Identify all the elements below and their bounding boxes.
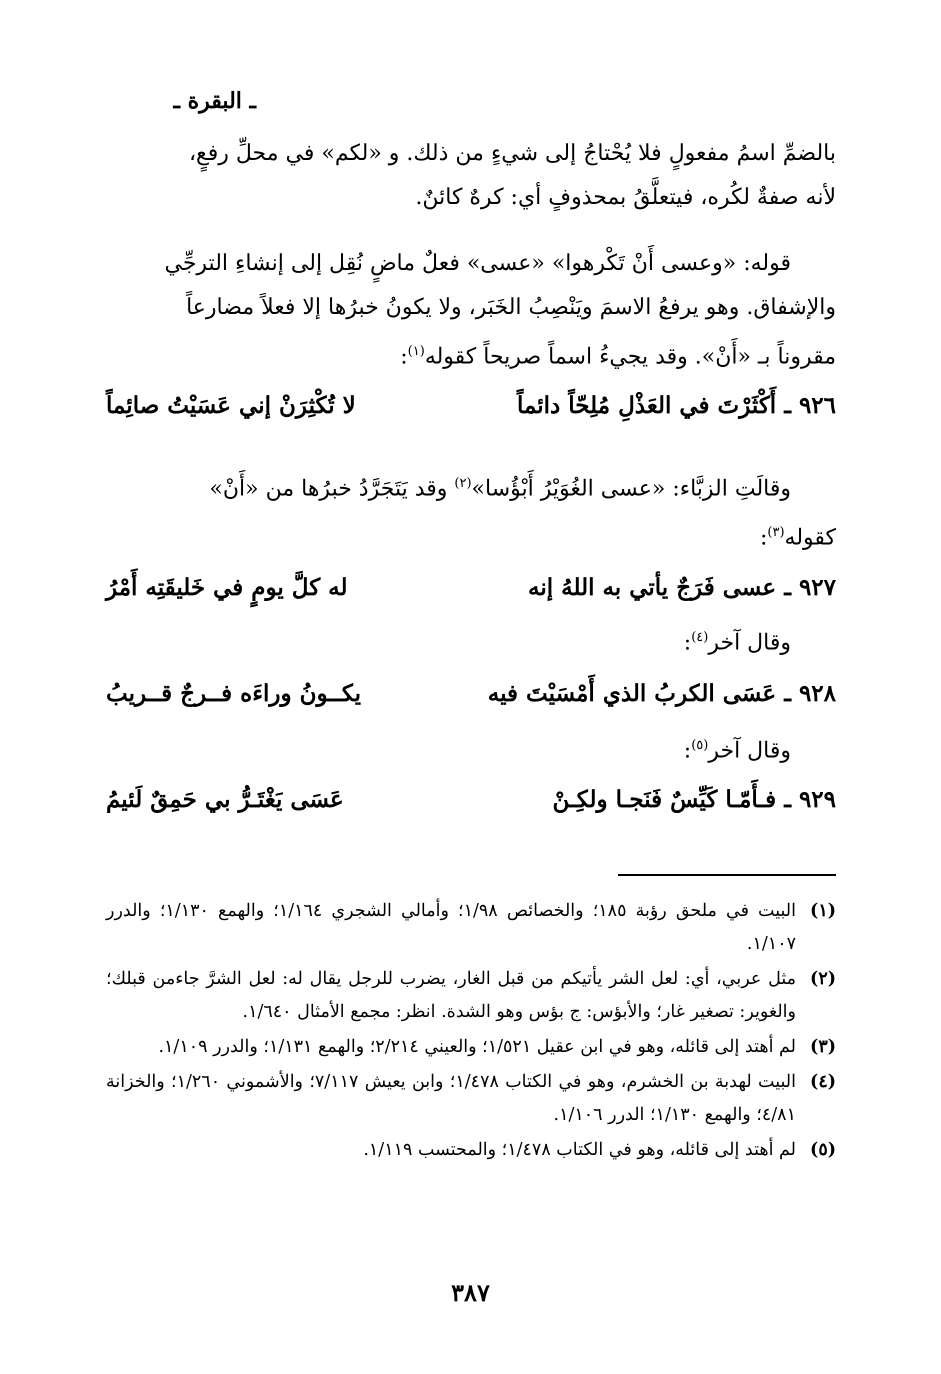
footnote-4-text: البيت لهدبة بن الخشرم، وهو في الكتاب ١/٤٧٨؛ وابن يعيش ٧/١١٧؛ والأشموني ١/٢٦٠؛ والخزانة ٤/٨١؛ والهمع ١/١٣٠؛ الدرر ١/١٠٦. (106, 1072, 796, 1125)
another-said-2 (61, 738, 836, 763)
verse-926-number: ٩٢٦ ـ (784, 392, 836, 419)
running-header: ـ البقرة ـ (173, 88, 256, 114)
footnote-ref-1[interactable]: (١) (407, 344, 425, 359)
verse-926 (106, 392, 836, 436)
footnote-1-text: البيت في ملحق رؤبة ١٨٥؛ والخصائص ١/٩٨؛ وأمالي الشجري ١/١٦٤؛ والهمع ١/١٣٠؛ والدرر ١/١٠٧. (106, 901, 796, 954)
footnote-5 (106, 1134, 836, 1167)
footnote-1 (106, 895, 836, 961)
footnote-separator (618, 874, 836, 876)
verse-927 (106, 574, 836, 618)
another-said-1-text: وقال آخر (708, 630, 791, 656)
verse-927-first-hemistich (528, 574, 836, 601)
footnote-ref-2[interactable]: (٢) (454, 476, 472, 491)
footnotes (106, 895, 836, 1169)
verse-928 (106, 680, 836, 724)
footnote-4 (106, 1066, 836, 1132)
page-number: ٣٨٧ (451, 1278, 490, 1307)
footnote-5-mark: (٥) (810, 1140, 836, 1160)
paragraph-3-line-1 (106, 462, 836, 511)
verse-929 (106, 786, 836, 830)
footnote-3 (106, 1031, 836, 1064)
footnote-2-text: مثل عربي، أي: لعل الشر يأتيكم من قبل الغار، يضرب للرجل يقال له: لعل الشرَّ جاءمن قبلك؛ والغوير: تصغير غار؛ والأبؤس: ج بؤس وهو الشدة. انظر: مجمع الأمثال ١/٦٤٠. (106, 969, 796, 1022)
footnote-ref-3[interactable]: (٣) (767, 525, 785, 541)
footnote-ref-4[interactable]: (٤) (691, 630, 709, 645)
verse-926-first-hemistich-text: أَكْثَرْتَ في العَذْلِ مُلِحّاً دائماً (516, 392, 777, 419)
footnote-3-mark: (٣) (810, 1037, 836, 1057)
paragraph-1 (106, 132, 836, 220)
footnote-2-mark: (٢) (810, 969, 836, 989)
another-said-2-text: وقال آخر (708, 738, 791, 764)
verse-928-first-hemistich-text: عَسَى الكربُ الذي أَمْسَيْتَ فيه (487, 680, 777, 707)
footnote-2 (106, 963, 836, 1029)
paragraph-3 (106, 462, 836, 561)
paragraph-3-line-2-text: كقوله (784, 525, 836, 551)
verse-929-second-hemistich: عَسَى يَغْتَـرُّ بي حَمِقٌ لَئيمُ (106, 786, 344, 813)
paragraph-3-line-2-end: : (759, 525, 768, 551)
footnote-3-text: لم أهتد إلى قائله، وهو في ابن عقيل ١/٥٢١؛ والعيني ٢/٢١٤؛ والهمع ١/١٣١؛ والدرر ١/١٠٩. (158, 1037, 796, 1057)
footnote-5-text: لم أهتد إلى قائله، وهو في الكتاب ١/٤٧٨؛ والمحتسب ١/١١٩. (363, 1140, 796, 1160)
verse-929-first-hemistich (553, 786, 836, 813)
paragraph-2-line-3-text: مقروناً بـ «أَنْ». وقد يجيءُ اسماً صريحاً كقوله (424, 344, 836, 370)
paragraph-2 (106, 242, 836, 379)
paragraph-3-line-1-a: وقالَتِ الزبَّاء: «عسى الغُوَيْرُ أَبْؤُسا» (471, 476, 791, 502)
another-said-1 (61, 630, 836, 655)
paragraph-2-line-1: قوله: «وعسى أَنْ تَكْرهوا» «عسى» فعلٌ ماضٍ نُقِل إلى إنشاءِ الترجِّي (164, 251, 791, 276)
footnote-1-mark: (١) (810, 901, 836, 921)
verse-927-first-hemistich-text: عسى فَرَجٌ يأتي به اللهُ إنه (528, 574, 777, 601)
paragraph-1-line-2: لأنه صفةٌ لكُره، فيتعلَّقُ بمحذوفٍ أي: كرهٌ كائنٌ. (415, 185, 836, 210)
paragraph-2-line-2: والإشفاق. وهو يرفعُ الاسمَ ويَنْصِبُ الخَبَر، ولا يكونُ خبرُها إلا فعلاً مضارعاً (186, 295, 836, 320)
verse-927-second-hemistich: له كلَّ يومٍ في خَليقَتِه أَمْرُ (106, 574, 348, 601)
verse-929-first-hemistich-text: فـأَمّـا كَيِّسٌ فَنَجـا ولكِـنْ (552, 786, 777, 813)
verse-929-number: ٩٢٩ ـ (784, 786, 836, 813)
verse-928-number: ٩٢٨ ـ (784, 680, 836, 707)
paragraph-3-line-1-b: وقد يَتَجَرَّدُ خبرُها من «أَنْ» (209, 476, 455, 502)
another-said-2-end: : (683, 738, 692, 764)
paragraph-2-line-3-end: : (400, 344, 408, 370)
footnote-ref-5[interactable]: (٥) (691, 738, 709, 753)
paragraph-1-line-1: بالضمِّ اسمُ مفعولٍ فلا يُحْتاجُ إلى شيءٍ من ذلك. و «لكم» في محلِّ رفعٍ، (188, 141, 836, 166)
paragraph-2-line-3 (106, 330, 836, 379)
verse-926-second-hemistich: لا تُكْثِرَنْ إني عَسَيْتُ صائِماً (106, 392, 356, 419)
paragraph-3-line-2 (106, 511, 836, 560)
verse-928-second-hemistich: يكــونُ وراءَه فــرجٌ قــريبُ (106, 680, 361, 707)
footnote-4-mark: (٤) (810, 1072, 836, 1092)
verse-928-first-hemistich (488, 680, 836, 707)
verse-927-number: ٩٢٧ ـ (784, 574, 836, 601)
another-said-1-end: : (683, 630, 692, 656)
verse-926-first-hemistich (517, 392, 836, 419)
